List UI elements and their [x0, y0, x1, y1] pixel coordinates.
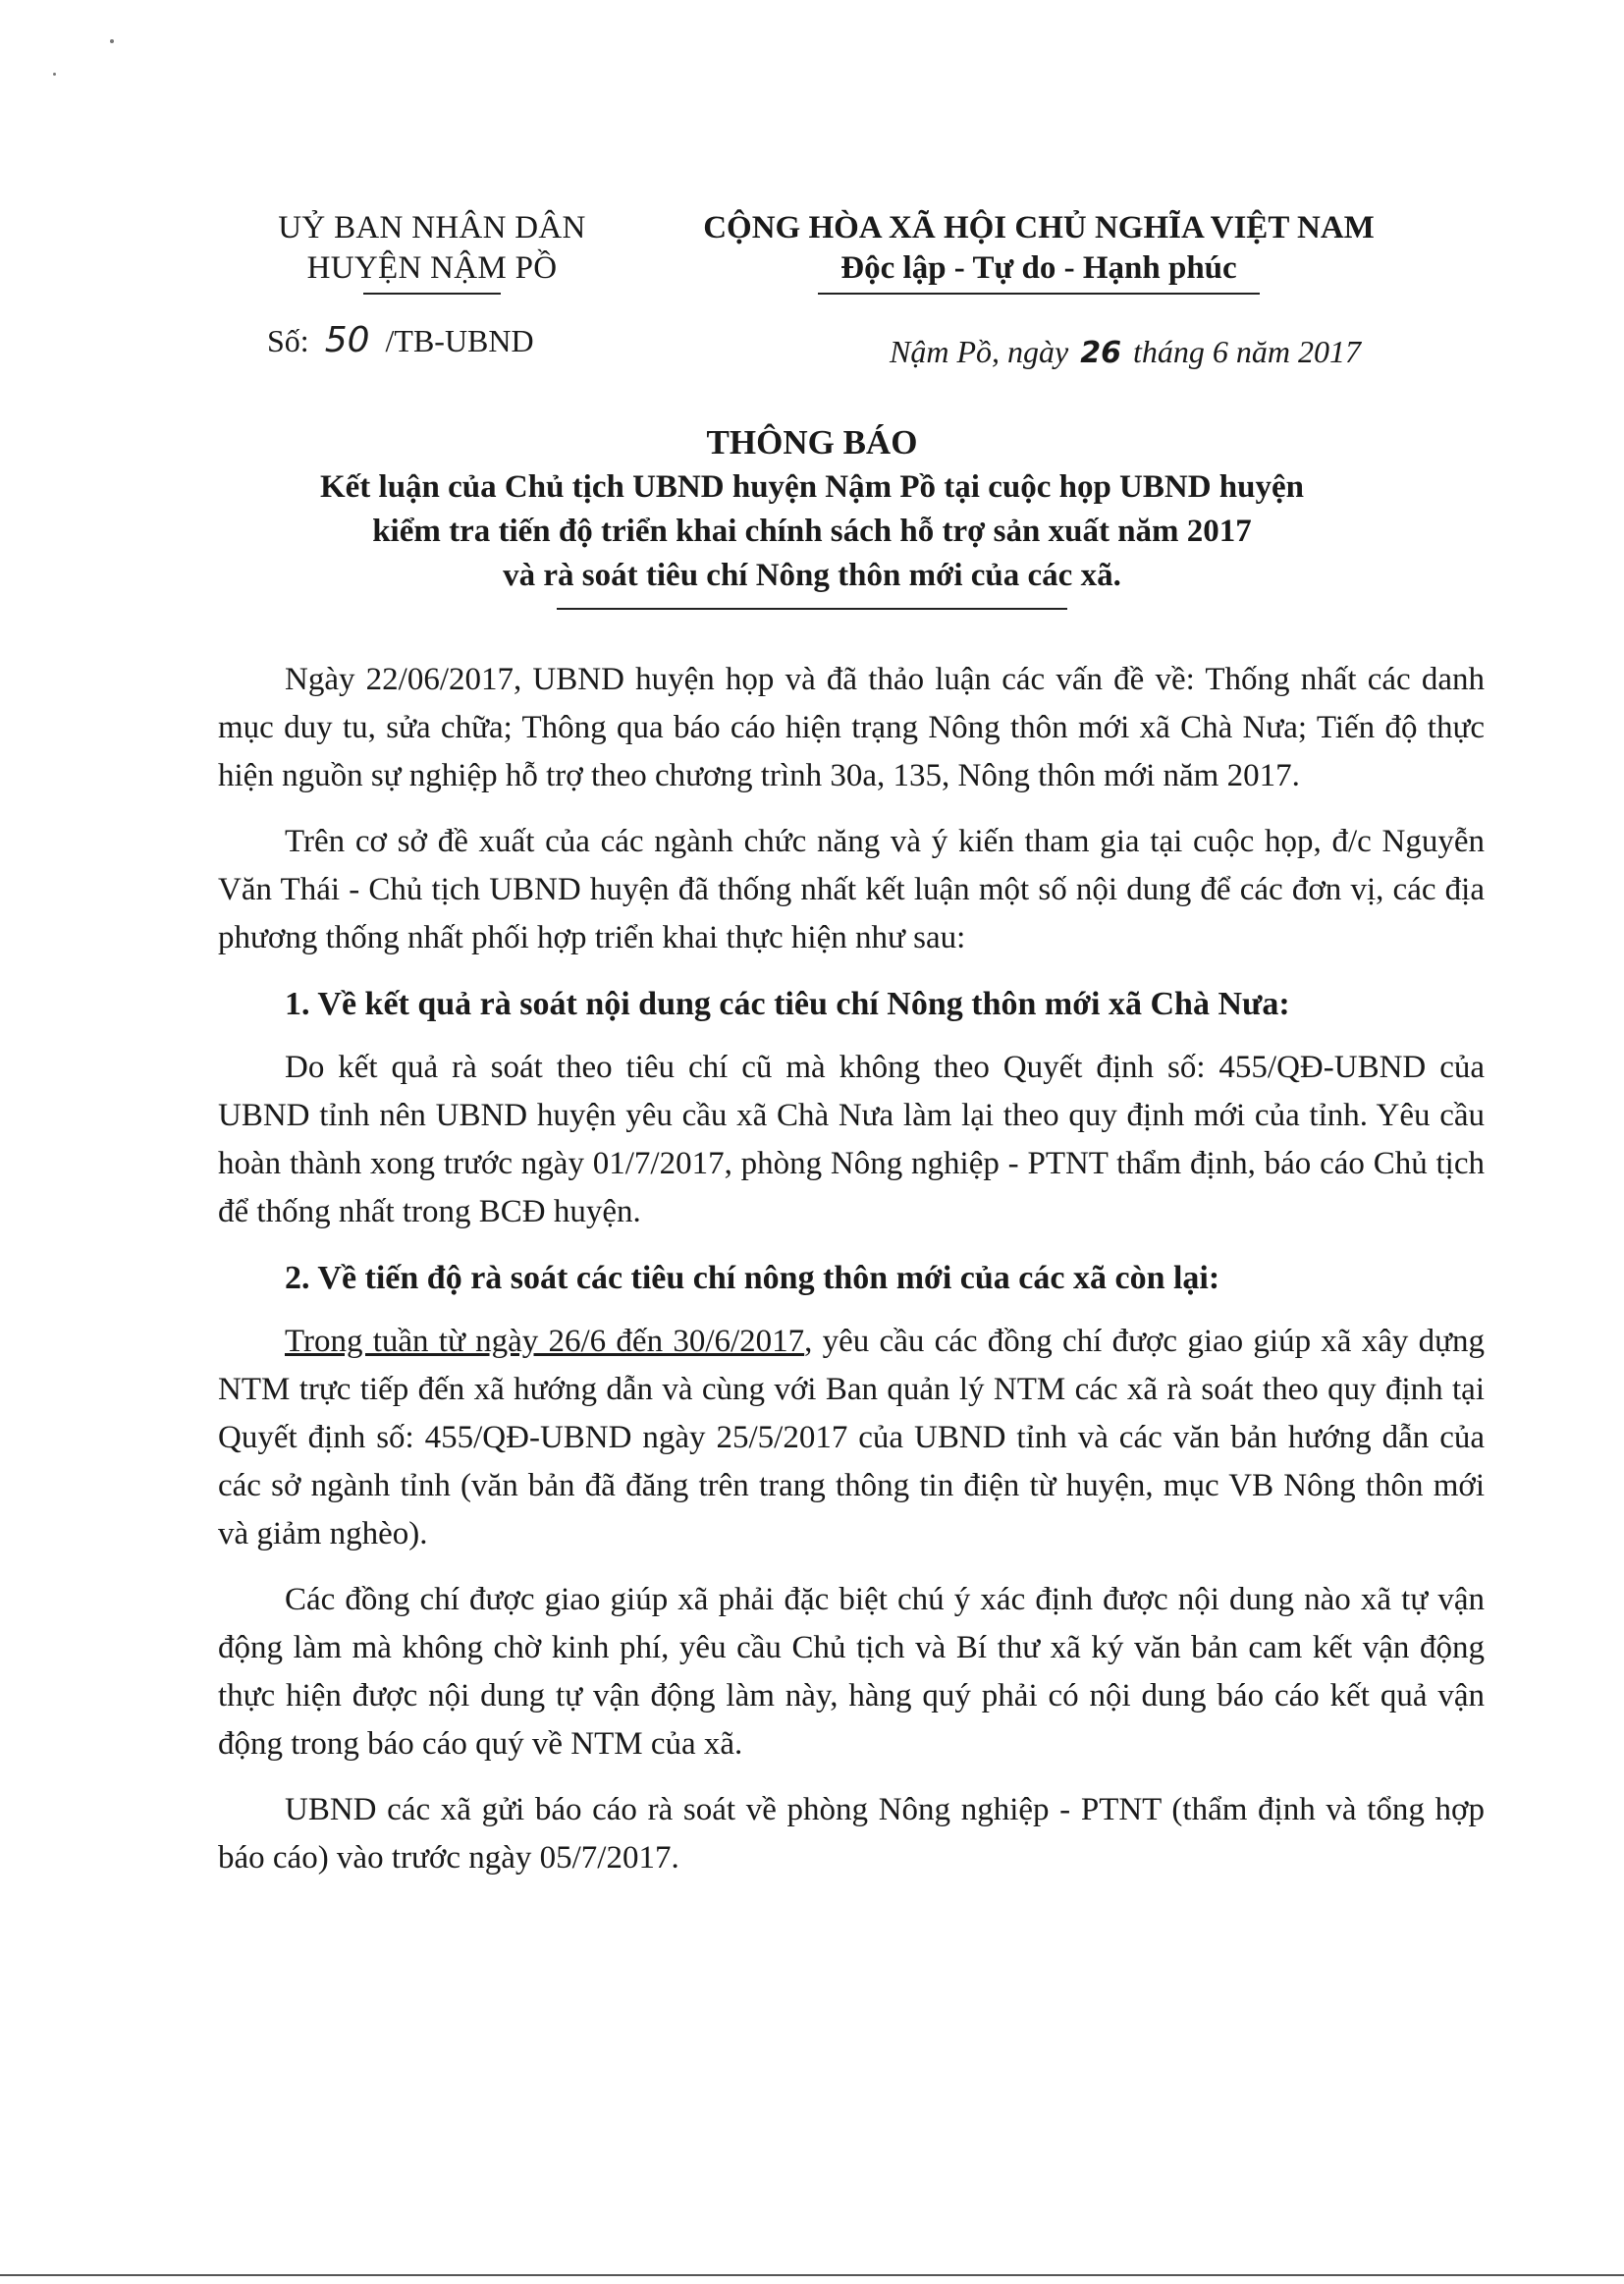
handwritten-day: 26 — [1080, 336, 1121, 370]
section-1-heading: 1. Về kết quả rà soát nội dung các tiêu chí Nông thôn mới xã Chà Nưa: — [285, 986, 1290, 1022]
section-2-heading: 2. Về tiến độ rà soát các tiêu chí nông thôn mới của các xã còn lại: — [285, 1260, 1220, 1296]
number-prefix: Số: — [267, 323, 309, 358]
section-2-paragraph-1 — [218, 1318, 1485, 1558]
country-name: CỘNG HÒA XÃ HỘI CHỦ NGHĨA VIỆT NAM — [703, 210, 1375, 245]
motto-underline — [818, 293, 1260, 295]
scan-bottom-edge — [0, 2274, 1624, 2276]
issuing-agency — [226, 208, 638, 295]
date-month-year: tháng 6 năm 2017 — [1132, 334, 1361, 369]
title-line-3: và rà soát tiêu chí Nông thôn mới của các xã. — [503, 558, 1121, 593]
national-heading — [656, 208, 1422, 295]
title-line-2: kiểm tra tiến độ triển khai chính sách hỗ trợ sản xuất năm 2017 — [372, 514, 1252, 549]
document-title — [196, 420, 1428, 610]
section-2-paragraph-2: Các đồng chí được giao giúp xã phải đặc biệt chú ý xác định được nội dung nào xã tự vận động làm mà không chờ kinh phí, yêu cầu Chủ tịch và Bí thư xã ký văn bản cam kết vận động thực hiện được nội dung tự vận động làm này, hàng quý phải có nội dung báo cáo kết quả vận động trong báo cáo quý về NTM của xã. — [218, 1582, 1485, 1762]
agency-name-line1: UỶ BAN NHÂN DÂN — [278, 210, 586, 245]
national-motto: Độc lập - Tự do - Hạnh phúc — [840, 250, 1237, 286]
agency-name-line2: HUYỆN NẬM PỒ — [306, 250, 558, 286]
document-body — [218, 656, 1485, 1900]
number-suffix: /TB-UBND — [385, 323, 534, 358]
title-line-1: Kết luận của Chủ tịch UBND huyện Nậm Pồ tại cuộc họp UBND huyện — [319, 469, 1305, 505]
deadline-underlined: Trong tuần từ ngày 26/6 đến 30/6/2017 — [285, 1324, 805, 1359]
scan-speck — [110, 39, 114, 43]
section-2-paragraph-1-text: , yêu cầu các đồng chí được giao giúp xã xây dựng NTM trực tiếp đến xã hướng dẫn và cùng với Ban quản lý NTM các xã rà soát theo quy định tại Quyết định số: 455/QĐ-UBND ngày 25/5/2017 của UBND tỉnh và các văn bản hướng dẫn của các sở ngành tỉnh (văn bản đã đăng trên trang thông tin điện từ huyện, mục VB Nông thôn mới và giảm nghèo). — [218, 1324, 1485, 1551]
handwritten-number: 50 — [324, 320, 370, 360]
title-underline — [557, 608, 1067, 610]
issue-date — [890, 334, 1361, 370]
agency-underline — [363, 293, 501, 295]
scan-speck — [53, 73, 56, 76]
title-main: THÔNG BÁO — [706, 423, 918, 462]
section-1-paragraph: Do kết quả rà soát theo tiêu chí cũ mà không theo Quyết định số: 455/QĐ-UBND của UBND tỉnh nên UBND huyện yêu cầu xã Chà Nưa làm lại theo quy định mới của tỉnh. Yêu cầu hoàn thành xong trước ngày 01/7/2017, phòng Nông nghiệp - PTNT thẩm định, báo cáo Chủ tịch để thống nhất trong BCĐ huyện. — [218, 1050, 1485, 1229]
paragraph-meeting: Ngày 22/06/2017, UBND huyện họp và đã thảo luận các vấn đề về: Thống nhất các danh mục duy tu, sửa chữa; Thông qua báo cáo hiện trạng Nông thôn mới xã Chà Nưa; Tiến độ thực hiện nguồn sự nghiệp hỗ trợ theo chương trình 30a, 135, Nông thôn mới năm 2017. — [218, 662, 1485, 793]
date-place: Nậm Pồ, ngày — [890, 334, 1069, 369]
paragraph-conclusion-intro: Trên cơ sở đề xuất của các ngành chức năng và ý kiến tham gia tại cuộc họp, đ/c Nguyễn Văn Thái - Chủ tịch UBND huyện đã thống nhất kết luận một số nội dung để các đơn vị, các địa phương thống nhất phối hợp triển khai thực hiện như sau: — [218, 824, 1485, 955]
document-number — [267, 320, 534, 360]
section-2-paragraph-3: UBND các xã gửi báo cáo rà soát về phòng Nông nghiệp - PTNT (thẩm định và tổng hợp báo cáo) vào trước ngày 05/7/2017. — [218, 1792, 1485, 1876]
